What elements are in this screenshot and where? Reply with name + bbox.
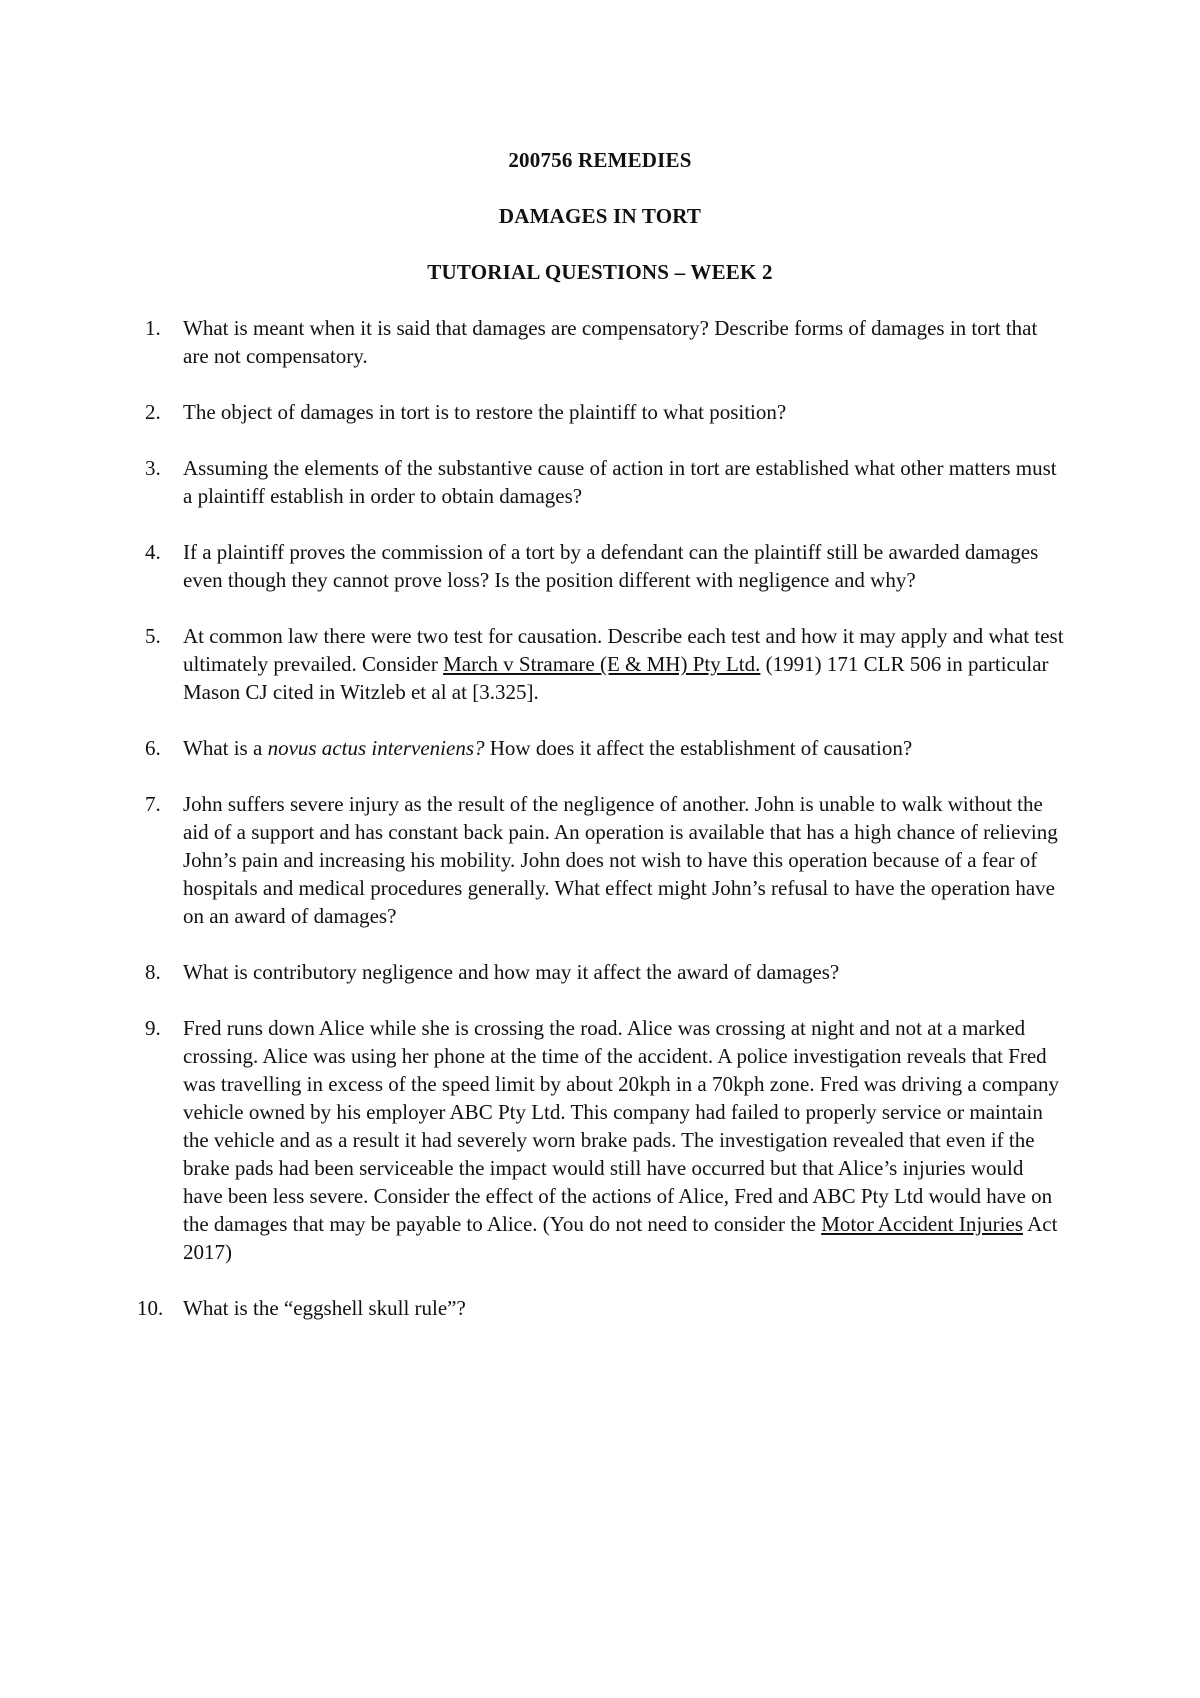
question-number: 3. (145, 456, 161, 480)
act-citation-link: Motor Accident Injuries (821, 1212, 1023, 1236)
question-text-part: How does it affect the establishment of causation? (484, 736, 913, 760)
question-text: The object of damages in tort is to restore the plaintiff to what position? (183, 400, 787, 424)
question-text: John suffers severe injury as the result of the negligence of another. John is unable to walk without the aid of a support and has constant back pain. An operation is available that has a high chance of relieving John’s pain and increasing his mobility. John does not wish to have this operation because of a fear of hospitals and medical procedures generally. What effect might John’s refusal to have the operation have on an award of damages? (183, 792, 1058, 928)
question-item (145, 454, 1065, 510)
question-text: What is contributory negligence and how may it affect the award of damages? (183, 960, 840, 984)
question-text: What is meant when it is said that damages are compensatory? Describe forms of damages in tort that are not compensatory. (183, 316, 1038, 368)
question-number: 1. (145, 316, 161, 340)
question-item (137, 1294, 1065, 1322)
question-item (145, 538, 1065, 594)
topic-title: DAMAGES IN TORT (498, 204, 702, 228)
question-item (145, 734, 1065, 762)
question-item (145, 314, 1065, 370)
question-number: 5. (145, 624, 161, 648)
question-text (183, 1016, 1059, 1264)
latin-term: novus actus interveniens? (267, 736, 485, 760)
question-text-part: What is a (183, 736, 268, 760)
case-citation-link: March v Stramare (E & MH) Pty Ltd. (443, 652, 761, 676)
question-number: 7. (145, 792, 161, 816)
question-text-part: Fred runs down Alice while she is crossing the road. Alice was crossing at night and not at a marked crossing. Alice was using her phone at the time of the accident. A police investigation reveals that Fred was travelling in excess of the speed limit by about 20kph in a 70kph zone. Fred was driving a company vehicle owned by his employer ABC Pty Ltd. This company had failed to properly service or maintain the vehicle and as a result it had severely worn brake pads. The investigation revealed that even if the brake pads had been serviceable the impact would still have occurred but that Alice’s injuries would have been less severe. Consider the effect of the actions of Alice, Fred and ABC Pty Ltd would have on the damages that may be payable to Alice. (You do not need to consider the (183, 1016, 1059, 1236)
question-number: 9. (145, 1016, 161, 1040)
question-item (145, 398, 1065, 426)
question-text (183, 624, 1064, 704)
question-number: 8. (145, 960, 161, 984)
question-item (145, 790, 1065, 930)
question-number: 6. (145, 736, 161, 760)
question-text: What is the “eggshell skull rule”? (183, 1296, 466, 1320)
question-item (145, 958, 1065, 986)
question-text-part: Act 2017) (183, 1212, 1058, 1264)
question-text (183, 736, 912, 760)
question-list (137, 314, 1065, 1350)
question-number: 4. (145, 540, 161, 564)
question-item (145, 622, 1065, 706)
question-text: Assuming the elements of the substantive cause of action in tort are established what other matters must a plaintiff establish in order to obtain damages? (183, 456, 1057, 508)
question-number: 10. (137, 1296, 164, 1320)
question-number: 2. (145, 400, 161, 424)
question-text-part: At common law there were two test for causation. Describe each test and how it may apply and what test ultimately prevailed. Consider (183, 624, 1064, 676)
question-text-part: (1991) 171 CLR 506 in particular Mason CJ cited in Witzleb et al at [3.325]. (183, 652, 1049, 704)
question-item (145, 1014, 1065, 1266)
course-title: 200756 REMEDIES (508, 148, 692, 172)
tutorial-subtitle: TUTORIAL QUESTIONS – WEEK 2 (427, 260, 773, 284)
question-text: If a plaintiff proves the commission of a tort by a defendant can the plaintiff still be awarded damages even though they cannot prove loss? Is the position different with negligence and why? (183, 540, 1039, 592)
